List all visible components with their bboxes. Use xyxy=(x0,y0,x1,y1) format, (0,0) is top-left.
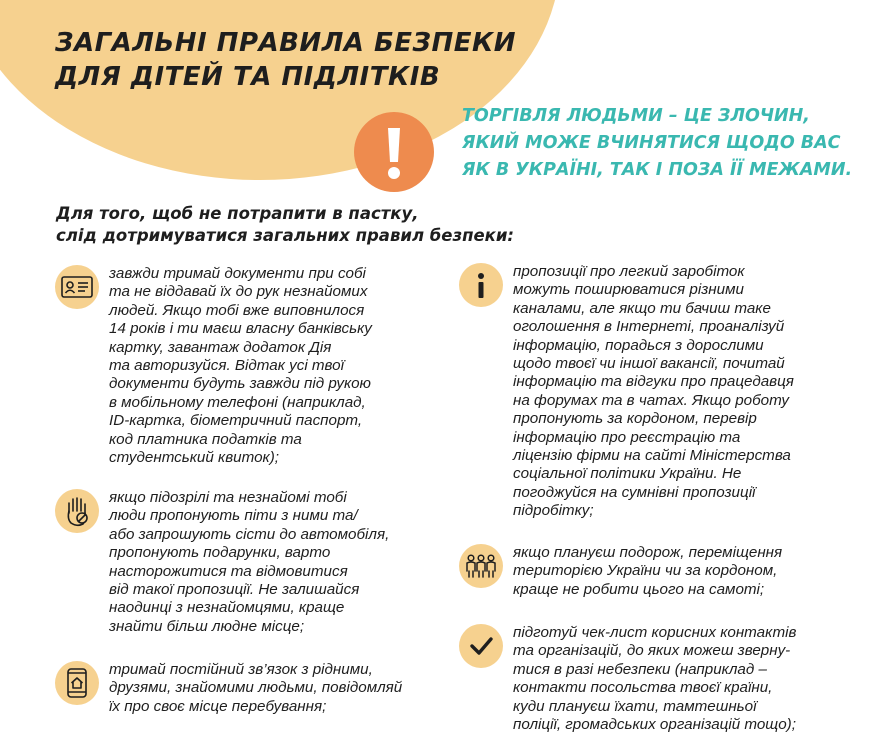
rule-line: інформацію про реєстрацію та xyxy=(513,428,741,446)
rule-line: 14 років і ти маєш власну банківську xyxy=(109,320,372,338)
rule-line: інформацію, порадься з дорослими xyxy=(513,336,764,354)
rule-line: інформацію та відгуки про працедавця xyxy=(513,373,794,391)
rule-line: на форумах та в чатах. Якщо роботу xyxy=(513,391,790,409)
slogan-line: ТОРГІВЛЯ ЛЮДЬМИ – ЦЕ ЗЛОЧИН, xyxy=(462,106,810,126)
rule-line: пропозиції про легкий заробіток xyxy=(513,263,745,280)
rule-line: куди плануєш їхати, тамтешньої xyxy=(513,697,757,715)
rule-line: завжди тримай документи при собі xyxy=(109,265,366,282)
rule-line: та організацій, до яких можеш зверну- xyxy=(513,642,791,660)
slogan-line: ЯКИЙ МОЖЕ ВЧИНЯТИСЯ ЩОДО ВАС xyxy=(462,133,841,153)
rule-line: ID-картка, біометричний паспорт, xyxy=(109,412,363,430)
rule-checklist xyxy=(459,625,796,734)
slogan xyxy=(462,103,852,184)
rule-line: підробітку; xyxy=(513,502,594,520)
rule-line: щодо твоєї чи іншої вакансії, почитай xyxy=(513,355,785,373)
group-people-icon xyxy=(459,544,503,588)
rule-line: якщо плануєш подорож, переміщення xyxy=(513,544,783,561)
rule-contact xyxy=(55,662,402,716)
intro-heading xyxy=(56,203,514,247)
rule-line: знайти більш людне місце; xyxy=(109,617,305,635)
rule-text xyxy=(513,544,782,599)
rule-line: люди пропонують піти з ними та/ xyxy=(109,507,358,525)
stop-hand-icon xyxy=(55,489,99,533)
rule-line: та авторизуйся. Відтак усі твої xyxy=(109,357,344,375)
rule-line: соціальної політики України. Не xyxy=(513,465,742,483)
id-card-icon xyxy=(55,265,99,309)
rule-line: погоджуйся на сумнівні пропозиції xyxy=(513,483,756,501)
rule-line: та не віддавай їх до рук незнайомих xyxy=(109,283,368,301)
rule-line: підготуй чек-лист корисних контактів xyxy=(513,624,797,641)
rule-line: в мобільному телефоні (наприклад, xyxy=(109,393,366,411)
rule-line: друзями, знайомими людьми, повідомляй xyxy=(109,679,403,697)
rule-line: код платника податків та xyxy=(109,430,302,448)
rule-text xyxy=(109,489,389,636)
rule-text xyxy=(109,661,402,716)
rule-travel xyxy=(459,545,782,599)
rule-line: студентський квиток); xyxy=(109,449,279,467)
phone-home-icon xyxy=(55,661,99,705)
rule-text xyxy=(513,624,796,734)
rule-line: оголошення в Інтернеті, проаналізуй xyxy=(513,318,785,336)
rule-line: можуть поширюватися різними xyxy=(513,281,744,299)
rule-line: поліції, громадських організацій тощо); xyxy=(513,716,796,734)
page-title xyxy=(55,26,516,94)
rule-line: наодинці з незнайомцями, краще xyxy=(109,599,345,617)
slogan-line: ЯК В УКРАЇНІ, ТАК І ПОЗА ЇЇ МЕЖАМИ. xyxy=(462,160,853,180)
exclamation-icon xyxy=(354,112,434,192)
rule-line: тися в разі небезпеки (наприклад – xyxy=(513,660,767,678)
rule-documents xyxy=(55,266,372,467)
rule-line: насторожитися та відмовитися xyxy=(109,562,348,580)
rule-line: територією України чи за кордоном, xyxy=(513,562,778,580)
rule-strangers xyxy=(55,490,389,636)
rule-line: пропонують подарунки, варто xyxy=(109,544,331,562)
rule-line: або запрошують сісти до автомобіля, xyxy=(109,525,390,543)
rule-line: контакти посольства твоєї країни, xyxy=(513,679,773,697)
rule-line: пропонують за кордоном, перевір xyxy=(513,410,757,428)
checkmark-icon xyxy=(459,624,503,668)
rule-line: їх про своє місце перебування; xyxy=(109,697,327,715)
rule-line: ліцензію фірми на сайті Міністерства xyxy=(513,447,791,465)
rule-line: краще не робити цього на самоті; xyxy=(513,580,765,598)
intro-line: слід дотримуватися загальних правил безпеки: xyxy=(56,226,515,245)
rule-line: документи будуть завжди під рукою xyxy=(109,375,371,393)
rule-job-offers xyxy=(459,264,794,521)
rule-line: каналами, але якщо ти бачиш таке xyxy=(513,299,771,317)
rule-line: картку, завантаж додаток Дія xyxy=(109,338,332,356)
rule-text xyxy=(109,265,372,467)
rule-line: людей. Якщо тобі вже виповнилося xyxy=(109,301,365,319)
rule-line: якщо підозрілі та незнайомі тобі xyxy=(109,489,347,506)
intro-line: Для того, щоб не потрапити в пастку, xyxy=(56,204,419,223)
title-line: ДЛЯ ДІТЕЙ ТА ПІДЛІТКІВ xyxy=(55,62,441,92)
title-line: ЗАГАЛЬНІ ПРАВИЛА БЕЗПЕКИ xyxy=(55,28,517,58)
rule-line: від такої пропозиції. Не залишайся xyxy=(109,581,360,599)
rule-text xyxy=(513,263,794,521)
rule-line: тримай постійний зв’язок з рідними, xyxy=(109,661,373,678)
info-icon xyxy=(459,263,503,307)
